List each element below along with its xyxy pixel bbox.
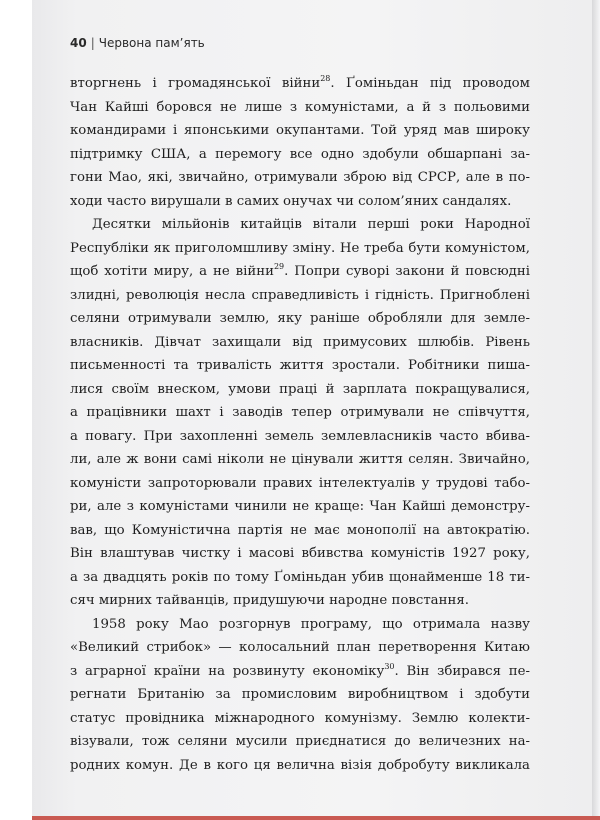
text-run: статус провідника міжнародного комунізму. Землю колекти- — [70, 710, 530, 726]
text-run: злидні, революція несла справедливість і гідність. Пригноблені — [70, 287, 530, 303]
text-run: Він влаштував чистку і масові вбивства комуністів 1927 року, — [70, 546, 530, 561]
text-run: Десятки мільйонів китайців вітали перші роки Народної — [92, 217, 530, 232]
text-run: командирами і японськими окупантами. Той уряд мав широку — [70, 123, 530, 138]
text-run: . Ґоміньдан під проводом — [330, 76, 530, 91]
page-edge-right — [592, 0, 600, 820]
text-run: регнати Британію за промисловим виробництвом і здобути — [70, 687, 530, 702]
header-separator: | — [90, 36, 95, 50]
text-line — [70, 166, 530, 190]
page-number: 40 — [70, 36, 87, 50]
text-line — [70, 542, 530, 566]
text-line — [70, 72, 530, 96]
text-run: підтримку США, а перемогу все одно здобули обшарпані за- — [70, 146, 530, 162]
footnote-ref: 29 — [273, 262, 285, 271]
text-run: лися своїм внеском, умови праці й зарплата покращувалися, — [70, 381, 530, 397]
text-run: візували, тож селяни мусили приєднатися до величезних на- — [70, 734, 530, 749]
text-run: 1958 року Мао розгорнув програму, що отримала назву — [92, 616, 530, 632]
text-run: «Великий стрибок» — колосальний план перетворення Китаю — [70, 640, 530, 655]
text-line — [70, 636, 530, 660]
text-line — [70, 730, 530, 754]
text-line — [70, 284, 530, 308]
text-run: ри, але з комуністами чинили не краще: Чан Кайші демонстру- — [70, 499, 530, 514]
text-line — [70, 660, 530, 684]
text-run: а працівники шахт і заводів тепер отримували не співчуття, — [70, 405, 530, 420]
paragraph — [70, 213, 530, 613]
text-line — [70, 237, 530, 261]
text-run: письменності та тривалість життя зростали. Робітники пиша- — [70, 358, 530, 373]
text-line — [70, 589, 530, 613]
body-text — [70, 72, 530, 777]
text-line — [70, 519, 530, 543]
text-line — [70, 331, 530, 355]
text-run: . Попри суворі закони й повсюдні — [284, 264, 530, 279]
paragraph — [70, 613, 530, 778]
text-run: сяч мирних тайванців, придушуючи народне повстання. — [70, 593, 469, 608]
book-cover-edge — [32, 816, 600, 820]
text-run: гони Мао, які, звичайно, отримували зброю від СРСР, але в по- — [70, 170, 530, 185]
text-run: родних комун. Де в кого ця велична візія добробуту викликала — [70, 757, 530, 773]
text-line — [70, 143, 530, 167]
text-line — [70, 119, 530, 143]
text-run: власників. Дівчат захищали від примусових шлюбів. Рівень — [70, 334, 530, 350]
text-run: ходи часто вирушали в самих онучах чи солом’яних сандалях. — [70, 193, 512, 209]
text-line — [70, 260, 530, 284]
text-line — [70, 707, 530, 731]
text-line — [70, 566, 530, 590]
text-line — [70, 448, 530, 472]
text-line — [70, 307, 530, 331]
text-run: Республіки як приголомшливу зміну. Не треба бути комуністом, — [70, 240, 530, 256]
text-run: ли, але ж вони самі ніколи не цінували життя селян. Звичайно, — [70, 452, 530, 467]
text-run: Чан Кайші боровся не лише з комуністами, а й з польовими — [70, 99, 530, 115]
text-line — [70, 213, 530, 237]
text-run: а повагу. При захопленні земель землевласників часто вбива- — [70, 428, 530, 444]
text-line — [70, 378, 530, 402]
text-run: щоб хотіти миру, а не війни — [70, 264, 274, 279]
text-run: а за двадцять років по тому Ґоміньдан убив щонайменше 18 ти- — [70, 569, 530, 585]
text-line — [70, 613, 530, 637]
text-line — [70, 96, 530, 120]
paragraph — [70, 72, 530, 213]
text-run: комуністи запроторювали правих інтелектуалів у трудові табо- — [70, 475, 530, 491]
text-line — [70, 495, 530, 519]
text-line — [70, 472, 530, 496]
text-run: вторгнень і громадянської війни — [70, 76, 321, 91]
text-run: з аграрної країни на розвинуту економіку — [70, 663, 385, 679]
text-line — [70, 425, 530, 449]
footnote-ref: 30 — [384, 661, 395, 671]
text-line — [70, 683, 530, 707]
text-run: . Він збирався пе- — [394, 663, 530, 679]
text-run: вав, що Комуністична партія не має монополії на автократію. — [70, 522, 530, 538]
running-header — [70, 36, 205, 50]
text-line — [70, 354, 530, 378]
running-title: Червона пам’ять — [98, 36, 205, 50]
text-line — [70, 401, 530, 425]
text-line — [70, 190, 530, 214]
text-run: селяни отримували землю, яку раніше обробляли для земле- — [70, 311, 530, 326]
footnote-ref: 28 — [320, 74, 331, 83]
text-line — [70, 754, 530, 778]
